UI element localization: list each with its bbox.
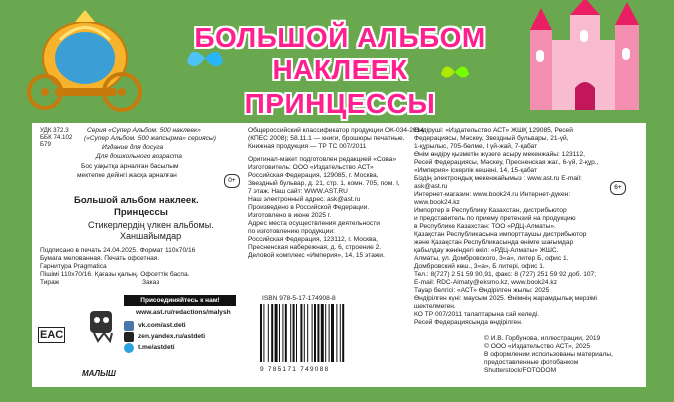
right-line10: www.book24.kz <box>414 199 460 206</box>
mid-line6: Российская Федерация, 129085, г. Москва, <box>248 172 379 179</box>
book-subtitle: Принцессы <box>114 207 168 218</box>
right-line8: ask@ast.ru <box>414 183 448 190</box>
barcode-digits: 9 785171 749088 <box>260 366 330 373</box>
cover-title-line2: ПРИНЦЕССЫ <box>244 88 436 119</box>
right-line6: «Империя» іскерлік кешені, 14, 15-қабат <box>414 167 538 174</box>
right-line3: 1-құрылыс, 705-бөлме, I үй-жай, 7-қабат <box>414 143 538 150</box>
zen-icon[interactable] <box>124 332 134 342</box>
copyright-line1: © И.В. Горбунова, иллюстрации, 2019 <box>484 335 601 342</box>
print-line4: Пішімі 110х70/16. Қағазы қалың. Офсеттік баспа. <box>40 271 190 278</box>
mid-line3: Книжная продукция — ТР ТС 007/2011 <box>248 143 367 150</box>
mid-line13: по изготовлению продукции: <box>248 228 335 235</box>
right-line22: Өндірілген күні: маусым 2025. Өнімнің жарамдылық мерзімі <box>414 295 597 302</box>
kz-title-line2: Ханшайымдар <box>120 231 182 241</box>
ast-site-link[interactable]: www.ast.ru/redactions/malysh <box>136 309 231 316</box>
eac-mark: EAC <box>40 329 64 341</box>
isbn-number: ISBN 978-5-17-174908-8 <box>262 295 336 302</box>
right-line25: Ресей Федерациясында өндірілген. <box>414 319 523 326</box>
mid-line11: Изготовлено в июне 2025 г. <box>248 212 332 219</box>
series-line1: Серия «Супер Альбом. 500 наклеек» <box>87 127 201 134</box>
publisher-logo: МАЛЫШ <box>82 369 116 378</box>
mid-line7: Звездный бульвар, д. 21, стр. 1, комн. 705, пом. I, <box>248 180 400 187</box>
right-line23: шектелмеген. <box>414 303 456 310</box>
age-rating-6: 6+ <box>610 181 626 195</box>
series-line2: («Супер Альбом. 500 жапсырма» сериясы) <box>84 135 216 142</box>
join-us-label: Присоединяйтесь к нам! <box>124 295 236 306</box>
barcode-image <box>254 304 372 364</box>
mid-line14: Российская Федерация, 123112, г. Москва, <box>248 236 378 243</box>
right-line7: Біздің электрондық мекенжайымыз : www.ast.ru E-mail: <box>414 175 582 182</box>
right-line19: Тел.: 8(727) 2 51 59 90,91, факс: 8 (727) 251 59 92 доб. 107; <box>414 271 597 278</box>
mid-line8: 7 этаж. Наш сайт: WWW.AST.RU <box>248 188 348 195</box>
kz-title-line1: Стикерлердің үлкен альбомы. <box>88 220 214 230</box>
right-line24: КО ТР 007/2011 талаптарына сай келеді. <box>414 311 540 318</box>
mascot-icon <box>84 303 118 343</box>
imprint-panel <box>32 123 646 387</box>
right-line16: қабылдау жөніндегі өкіл: «РДЦ-Алматы» ЖШС. <box>414 247 559 254</box>
book-title: Большой альбом наклеек. <box>74 195 199 206</box>
mid-line10: Произведено в Российской Федерации. <box>248 204 370 211</box>
telegram-link[interactable]: t.me/astdeti <box>138 344 175 351</box>
cover-title <box>150 22 530 120</box>
print-line3: Гарнитура Pragmatica <box>40 263 107 270</box>
copyright-line3: В оформлении использованы материалы, <box>484 351 613 358</box>
print-line2: Бумага мелованная. Печать офсетная. <box>40 255 160 262</box>
print-line1: Подписано в печать 24.04.2025. Формат 110х70/16 <box>40 247 196 254</box>
right-line15: және Қазақстан Республикасында өнімге шағымдар <box>414 239 574 246</box>
copyright-line4: предоставленные фотобанком <box>484 359 579 366</box>
telegram-icon[interactable] <box>124 343 134 353</box>
mid-line4: Оригинал-макет подготовлен редакцией «Сова» <box>248 156 397 163</box>
right-line11: Импортер в Республику Казахстан, дистрибьютор <box>414 207 567 214</box>
mid-line12: Адрес места осуществления деятельности <box>248 220 380 227</box>
print-run-label: Тираж <box>40 279 60 286</box>
right-line5: Ресей Федерациясы, Мәскеу, Пресненская жаг., 6-үй, 2-құр., <box>414 159 599 166</box>
copyright-line5: Shutterstock/FOTODOM <box>484 367 557 374</box>
right-line18: Домбровский көш., 3«а», Б литері, офис 1. <box>414 263 545 270</box>
right-line4: Өнім өндіру қызметін жүзеге асыру мекенжайы: 123112, <box>414 151 586 158</box>
mid-line1: Общероссийский классификатор продукции ОК-034-2014 <box>248 127 424 134</box>
series-line4: Для дошкольного возраста <box>96 153 182 160</box>
right-line17: Алматы, ул. Домбровского, 3«а», литер Б, офис 1. <box>414 255 569 262</box>
castle-illustration <box>530 0 639 110</box>
mid-line2: (КПЕС 2008); 58.11.1 — книги, брошюры печатные. <box>248 135 405 142</box>
right-line13: в Республике Казахстан: ТОО «РДЦ-Алматы». <box>414 223 556 230</box>
right-line9: Интернет-магазин: www.book24.ru Интернет-дүкен: <box>414 191 571 198</box>
cover-banner <box>0 0 674 120</box>
mid-line15: Пресненская набережная, д. 6, строение 2. <box>248 244 382 251</box>
zen-link[interactable]: zen.yandex.ru/astdeti <box>138 333 206 340</box>
series-line3: Издание для досуга <box>102 144 164 151</box>
series-line5: Бос уақытқа арналған басылым <box>81 163 179 170</box>
right-line1: Өндіруші: «Издательство АСТ» ЖШҚ 129085, Ресей <box>414 127 573 134</box>
right-line20: E-mail: RDC-Almaty@eksmo.kz, www.book24.kz <box>414 279 557 286</box>
cover-title-line1: БОЛЬШОЙ АЛЬБОМ НАКЛЕЕК <box>194 22 486 85</box>
author-code: Б79 <box>40 141 51 148</box>
mid-line9: Наш электронный адрес: ask@ast.ru <box>248 196 361 203</box>
bbk-code: ББК 74.102 <box>40 134 73 141</box>
carriage-illustration <box>29 10 140 110</box>
print-order-label: Заказ <box>142 279 160 286</box>
vk-icon[interactable] <box>124 321 134 331</box>
udk-code: УДК 372.3 <box>40 127 69 134</box>
mid-line16: Деловой комплекс «Империя», 14, 15 этажи. <box>248 252 385 259</box>
mid-line5: Изготовитель: ООО «Издательство АСТ» <box>248 164 374 171</box>
age-rating-0: 0+ <box>224 174 240 188</box>
copyright-line2: © ООО «Издательство АСТ», 2025 <box>484 343 591 350</box>
right-line14: Қазақстан Республикасына импорттаушы дистрибьютор <box>414 231 587 238</box>
right-line12: и представитель по приему претензий на продукцию <box>414 215 576 222</box>
right-line2: Федерациясы, Мәскеу, Звездный бульвары, 21-үй, <box>414 135 569 142</box>
series-line6: мектепке дейінгі жасқа арналған <box>77 172 177 179</box>
vk-link[interactable]: vk.com/ast.deti <box>138 322 186 329</box>
right-line21: Тауар белгісі: «АСТ» Өндірілген жылы: 2025 <box>414 287 550 294</box>
